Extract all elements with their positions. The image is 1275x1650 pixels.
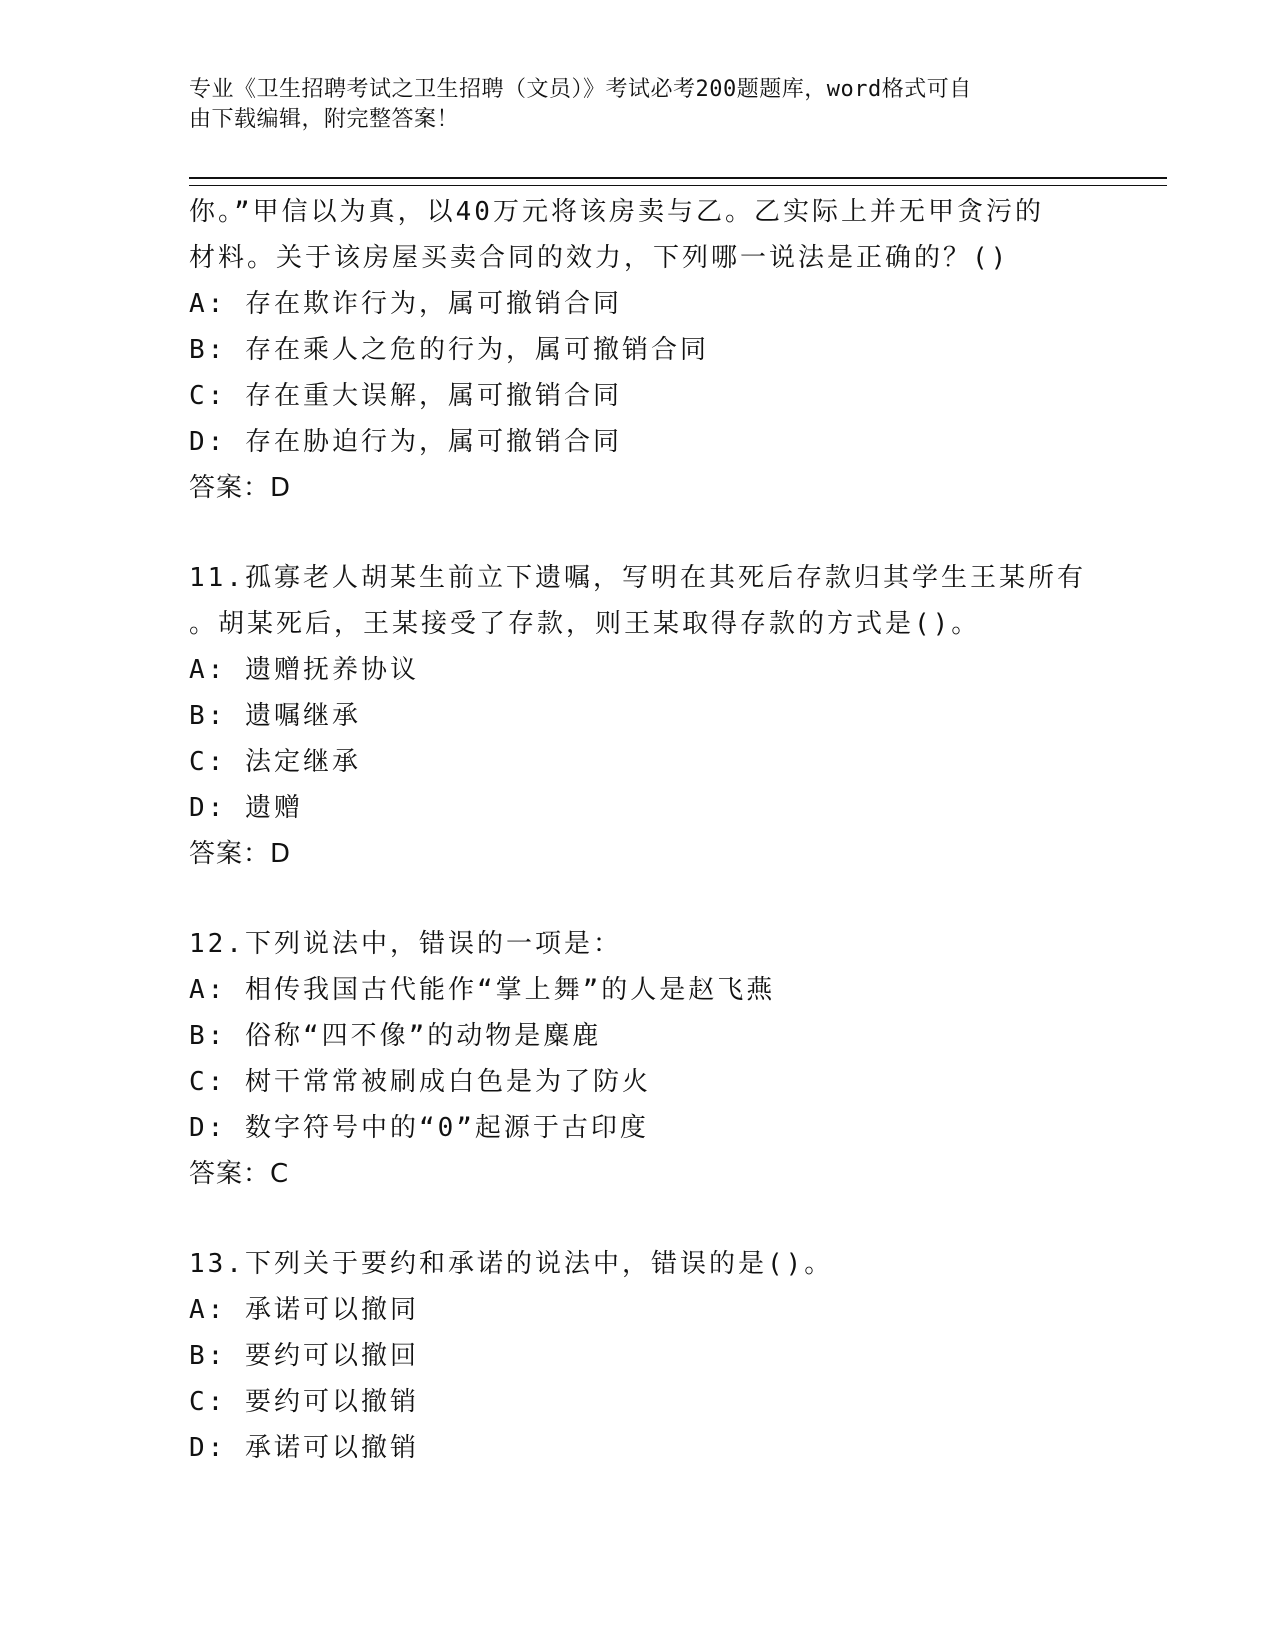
header-divider — [189, 177, 1167, 186]
question-text-line: 。胡某死后，王某接受了存款，则王某取得存款的方式是()。 — [189, 609, 981, 639]
question-spacer — [189, 511, 1089, 555]
option-c: C: 树干常常被刷成白色是为了防火 — [189, 1067, 651, 1097]
question-10-continuation — [189, 189, 1089, 511]
option-a: A: 相传我国古代能作“掌上舞”的人是赵飞燕 — [189, 975, 776, 1005]
option-c: C: 存在重大误解，属可撤销合同 — [189, 381, 622, 411]
option-a: A: 承诺可以撤同 — [189, 1295, 419, 1325]
answer-line: 答案：D — [189, 839, 292, 869]
option-a: A: 遗赠抚养协议 — [189, 655, 419, 685]
question-content — [189, 189, 1089, 1471]
option-d: D: 存在胁迫行为，属可撤销合同 — [189, 427, 622, 457]
question-11 — [189, 555, 1089, 877]
question-text-line: 你。”甲信以为真，以40万元将该房卖与乙。乙实际上并无甲贪污的 — [189, 197, 1044, 227]
question-text-line: 13.下列关于要约和承诺的说法中，错误的是()。 — [189, 1249, 834, 1279]
question-text-line: 材料。关于该房屋买卖合同的效力，下列哪一说法是正确的？() — [189, 243, 1010, 273]
header-title-line-2: 由下载编辑，附完整答案！ — [189, 107, 460, 132]
question-spacer — [189, 1197, 1089, 1241]
question-spacer — [189, 877, 1089, 921]
option-b: B: 要约可以撤回 — [189, 1341, 419, 1371]
option-c: C: 法定继承 — [189, 747, 361, 777]
option-b: B: 俗称“四不像”的动物是麋鹿 — [189, 1021, 602, 1051]
question-12 — [189, 921, 1089, 1197]
option-d: D: 遗赠 — [189, 793, 303, 823]
option-d: D: 数字符号中的“0”起源于古印度 — [189, 1113, 649, 1143]
option-b: B: 遗嘱继承 — [189, 701, 361, 731]
question-text-line: 12.下列说法中，错误的一项是： — [189, 929, 622, 959]
option-b: B: 存在乘人之危的行为，属可撤销合同 — [189, 335, 709, 365]
option-d: D: 承诺可以撤销 — [189, 1433, 419, 1463]
header-title-line-1: 专业《卫生招聘考试之卫生招聘（文员）》考试必考200题题库，word格式可自 — [189, 77, 972, 102]
page-header — [189, 75, 1089, 135]
question-text-line: 11.孤寡老人胡某生前立下遗嘱，写明在其死后存款归其学生王某所有 — [189, 563, 1086, 593]
option-c: C: 要约可以撤销 — [189, 1387, 419, 1417]
answer-line: 答案：D — [189, 473, 292, 503]
option-a: A: 存在欺诈行为，属可撤销合同 — [189, 289, 622, 319]
answer-line: 答案：C — [189, 1159, 290, 1189]
question-13 — [189, 1241, 1089, 1471]
